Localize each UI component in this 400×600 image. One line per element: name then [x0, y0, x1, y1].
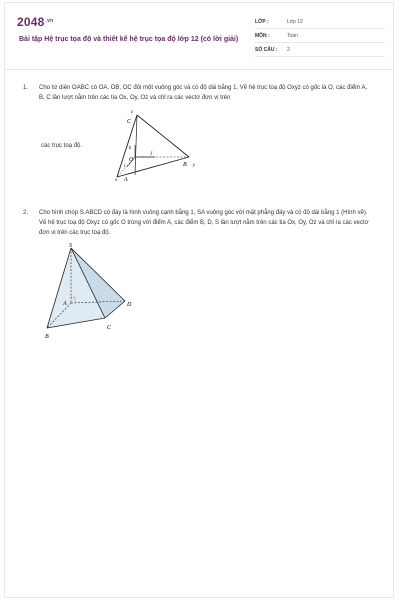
question-number: 1. [23, 85, 29, 91]
label-z: z [131, 110, 133, 115]
meta-table [255, 17, 385, 59]
page-title: Bài tập Hệ trục tọa độ và thiết kế hệ trục tọa độ lớp 12 (có lời giải) [19, 36, 239, 43]
question-text: Cho tứ diện OABC có OA, OB, OC đôi một vuông góc và có độ dài bằng 1. Vẽ hệ trục toạ độ Oxyz có gốc là O, các điểm A, B, C lần lượt nằm trên các tia Ox, Oy, Oz và chỉ ra các vectơ đơn vị trên [39, 85, 368, 101]
label-y: y [193, 163, 196, 168]
edge-oc [135, 115, 137, 175]
meta-key: MÔN : [255, 33, 270, 39]
header-divider [5, 69, 393, 70]
label-b: B [183, 162, 187, 168]
meta-row-subject [255, 31, 385, 43]
label-c: C [107, 325, 112, 331]
meta-key: SỐ CÂU : [255, 47, 278, 53]
label-a: A [124, 177, 128, 183]
label-s: S [69, 243, 72, 249]
label-k: k [129, 146, 132, 151]
pyramid-figure [41, 243, 141, 343]
label-i: i [124, 164, 126, 169]
logo-main: 2048 [17, 15, 45, 29]
document-header [5, 3, 393, 65]
meta-row-class [255, 17, 385, 29]
edge-cb [137, 115, 189, 157]
tetrahedron-figure [115, 107, 205, 187]
meta-value: Lớp 12 [287, 19, 303, 25]
meta-value: Toán [287, 33, 298, 39]
meta-row-count [255, 45, 385, 57]
label-a: A [63, 301, 67, 307]
document-page [4, 2, 394, 598]
label-x: x [115, 178, 118, 183]
label-j: j [151, 151, 153, 156]
question-number: 2. [23, 210, 29, 216]
site-logo[interactable] [17, 15, 53, 29]
question-text: Cho hình chóp S.ABCD có đáy là hình vuông cạnh bằng 1, SA vuông góc với mặt phẳng đáy và có độ dài bằng 1 (Hình vẽ). Vẽ hệ trục toạ độ Oxyz có gốc O trùng với điểm A, các điểm B, D, S lần lượt nằm trên các tia Ox, Oy, Oz và chỉ ra các vectơ đơn vị trên các trục toạ độ. [39, 210, 369, 236]
edge-ab [117, 157, 189, 177]
meta-key: LỚP : [255, 19, 269, 25]
meta-value: 2 [287, 47, 290, 53]
label-o: O [129, 157, 134, 163]
logo-sub: .vn [45, 18, 54, 24]
label-b: B [45, 334, 49, 340]
label-d: D [127, 302, 132, 308]
question-1-continuation: các trục toạ độ. [41, 143, 83, 149]
label-c: C [127, 119, 132, 125]
